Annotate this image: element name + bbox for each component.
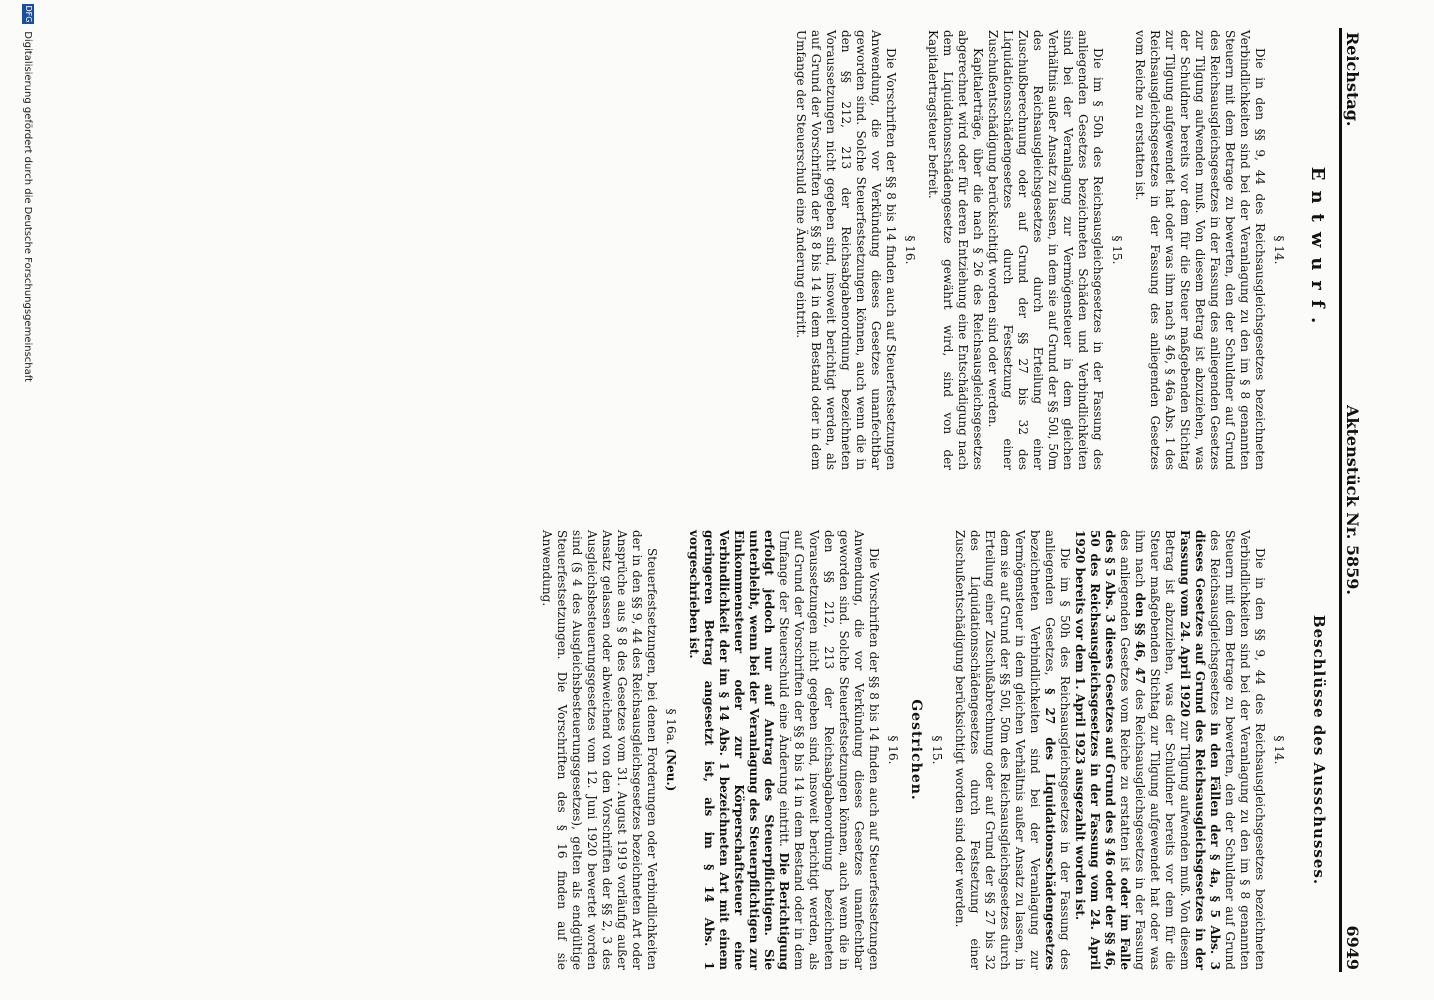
right-s16a-title	[663, 530, 678, 970]
right-s16-title: § 16.	[886, 735, 900, 765]
header-center: Aktenstück Nr. 5859.	[1343, 405, 1362, 595]
right-s16a-new: (Neu.)	[664, 748, 678, 792]
header-rule	[1339, 28, 1342, 972]
right-s14-title: § 14.	[1272, 735, 1286, 765]
footer-text: Digitalisierung gefördert durch die Deutsche Forschungsgemeinschaft	[22, 31, 33, 383]
left-s15-title: § 15.	[1110, 235, 1124, 265]
dfg-logo: DFG	[24, 5, 33, 23]
right-s14-paragraph-2	[952, 530, 1072, 970]
right-s14-bold-4: § 27 des Liquidationsschädengesetzes	[1043, 688, 1057, 970]
right-column	[539, 530, 1294, 970]
right-s15-title: § 15.	[930, 735, 944, 765]
header-left: Reichstag.	[1343, 32, 1362, 127]
right-s14-text-a: Die in den §§ 9, 44 des Reichsausgleichsgesetzes bezeichneten Verbindlichkeiten sind bei der Veranlagung zu den im § 8 genannten Steuern mit dem Betrage zu bewerten, den der Schuldner auf Grund des Reichsausgleichsgesetzes	[1208, 530, 1267, 970]
left-s15-text-1: Die im § 50h des Reichsausgleichsgesetzes in der Fassung des anliegenden Gesetzes bezeichneten Schäden und Verbindlichkeiten sind bei der Veranlagung zur Vermögensteuer in dem gleichen Verhältnis außer Ansatz zu lassen, in dem sie auf Grund der §§ 50l, 50m des Reichsausgleichsgesetzes durch Erteilung einer Zuschußberechnung oder auf Grund der §§ 27 bis 32 des Liquidationsschädengesetzes durch Festsetzung einer Zuschußentschädigung berücksichtigt worden sind oder werden.	[986, 30, 1105, 470]
right-s16-bold: Die Berichtigung erfolgt jedoch nur auf Antrag des Steuerpflichtigen. Sie unterbleibt, wenn bei der Veranlagung des Steuerpflichtigen zur Einkommensteuer oder zur Körperschaftsteuer eine Verbindlichkeit der im § 14 Abs. 1 bezeichneten Art mit einem geringeren Betrag angesetzt ist, als im § 14 Abs. 1 vorgeschrieben ist.	[687, 530, 791, 970]
right-s16-paragraph	[686, 530, 881, 970]
page-number: 6949	[1343, 925, 1362, 970]
right-s15-struck: Gestrichen.	[908, 699, 924, 801]
left-column-heading: Entwurf.	[1307, 166, 1328, 334]
right-s14-text-d: Die im § 50h des Reichsausgleichsgesetzes in der Fassung des anliegenden Gesetzes,	[1043, 530, 1072, 970]
left-s14-title: § 14.	[1272, 235, 1286, 265]
right-s16a-text: Steuerfestsetzungen, bei denen Forderungen oder Verbindlichkeiten der in den §§ 9, 44 des Reichsausgleichsgesetzes bezeichneten Art oder Ansprüche aus § 8 des Gesetzes vom 31. August 1919 vorläufig außer Ansatz gelassen oder abweichend von den Vorschriften der §§ 2, 3 des Ausgleichsbesteuerungsgesetzes vom 12. Juni 1920 bewertet worden sind (§ 4 des Ausgleichsbesteuerungsgesetzes), gelten als endgültige Steuerfestsetzungen. Die Vorschriften des § 16 finden auf sie Anwendung.	[540, 530, 659, 970]
left-s15-text-2: Kapitalerträge, über die nach § 26 des Reichsausgleichsgesetzes abgerechnet wird oder für deren Entziehung eine Entschädigung nach dem Liquidationsschädengesetze gewährt wird, sind von der Kapitalertragsteuer befreit.	[926, 30, 985, 470]
right-s14-bold-1: in den Fällen der § 4a, § 5 Abs. 3 dieses Gesetzes auf Grund des Reichsausgleichsgesetzes in der Fassung vom 24. April 1920	[1178, 530, 1222, 970]
right-s14-text-e: bezeichneten Verbindlichkeiten sind bei der Veranlagung zur Vermögensteuer in dem gleichen Verhältnis außer Ansatz zu lassen, in dem sie auf Grund der §§ 50l, 50m des Reichsausgleichsgesetzes durch Erteilung einer Zuschußabrechnung oder auf Grund der §§ 27 bis 32 des Liquidationsschädengesetzes durch Festsetzung einer Zuschußentschädigung berücksichtigt worden sind oder werden.	[953, 530, 1042, 970]
right-s14-text-c: des Reichsausgleichsgesetzes in der Fassung des anliegenden Gesetzes vom Reiche zu erstatten ist	[1118, 530, 1147, 970]
right-s14-paragraph-1	[1072, 530, 1267, 970]
left-s14-text: Die in den §§ 9, 44 des Reichsausgleichsgesetzes bezeichneten Verbindlichkeiten sind bei der Veranlagung zu den im § 8 genannten Steuern mit dem Betrage zu bewerten, den der Schuldner auf Grund des Reichsausgleichsgesetzes in der Fassung des anliegenden Gesetzes zur Tilgung aufwenden muß. Von diesem Betrag ist abzuziehen, was der Schuldner bereits vor dem für die Steuer maßgebenden Stichtag zur Tilgung aufgewendet hat oder was ihm nach § 46, § 46a Abs. 1 des Reichsausgleichsgesetzes in der Fassung des anliegenden Gesetzes vom Reiche zu erstatten ist.	[1133, 30, 1267, 470]
right-s14-bold-2: den §§ 46, 47	[1133, 592, 1147, 684]
right-s16-text-a: Die Vorschriften der §§ 8 bis 14 finden auch auf Steuerfestsetzungen Anwendung, die vor Verkündung dieses Gesetzes unanfechtbar geworden sind. Solche Steuerfestsetzungen können, auch wenn die in den §§ 212, 213 der Reichsabgabenordnung bezeichneten Voraussetzungen nicht gegeben sind, insoweit berichtigt werden, als auf Grund der Vorschriften der §§ 8 bis 14 in dem Bestand oder in dem Umfange der Steuerschuld eine Änderung eintritt.	[777, 530, 881, 970]
right-s16a-number: § 16a.	[664, 708, 678, 745]
left-column	[793, 30, 1294, 470]
left-s16-title: § 16.	[903, 235, 917, 265]
left-s16-text: Die Vorschriften der §§ 8 bis 14 finden auch auf Steuerfestsetzungen Anwendung, die vor Verkündung dieses Gesetzes unanfechtbar geworden sind. Solche Steuerfestsetzungen können, auch wenn die in den §§ 212, 213 der Reichsabgabenordnung bezeichneten Voraussetzungen nicht gegeben sind, insoweit berichtigt werden, als auf Grund der Vorschriften der §§ 8 bis 14 in dem Bestand oder in dem Umfange der Steuerschuld eine Änderung eintritt.	[794, 30, 898, 470]
right-s14-bold-3: oder im Falle des § 5 Abs. 3 dieses Gesetzes auf Grund des § 46 oder der §§ 46, 50 des Reichsausgleichsgesetzes in der Fassung vom 24. April 1920 bereits vor dem 1. April 1923 ausgezahlt worden ist.	[1073, 530, 1132, 970]
right-s14-text-b: zur Tilgung aufwenden muß. Von diesem Betrag ist abzuziehen, was der Schuldner bereits vor dem für die Steuer maßgebenden Stichtag zur Tilgung aufgewendet hat oder was ihm nach	[1133, 530, 1192, 970]
right-column-heading: Beschlüsse des Ausschusses.	[1310, 614, 1328, 886]
digitization-footer	[22, 4, 34, 704]
